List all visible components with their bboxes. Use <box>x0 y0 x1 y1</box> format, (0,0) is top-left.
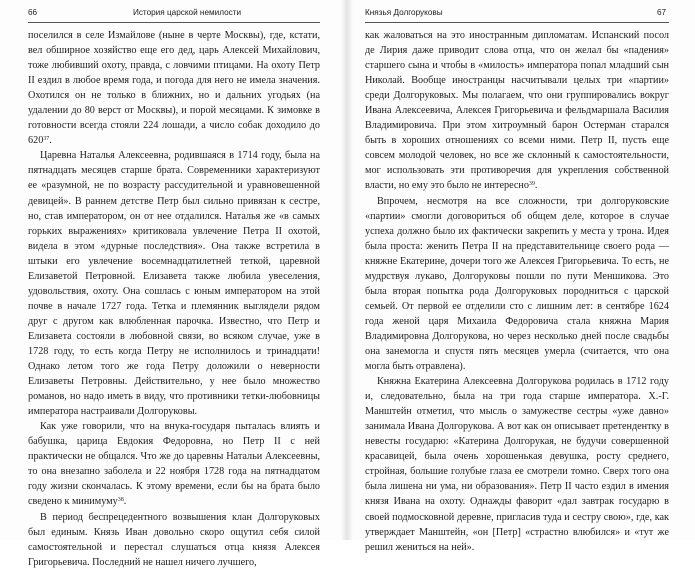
paragraph-text: Впрочем, несмотря на все сложности, три долгоруковские «партии» смогли договориться об общем деле, которое в случае успеха должно было их фактически закрепить у места у трона. Идея была проста: женить Петра II на представительнице своего рода — княжне Екатерине, дочери того же Алексея Григорьевича. То есть, не мудрствуя лукаво, Долгоруковы пошли по пути Меншикова. Это была вторая попытка рода Долгоруковых породниться с царской семьей. От первой ее отделили сто с лишним лет: в сентябре 1624 года женой царя Михаила Федоровича стала княжна Мария Владимировна Долгорукова, но через несколько дней после свадьбы она занемогла и спустя пять месяцев умерла (считается, что она могла быть отравлена). <box>365 195 669 373</box>
paragraph-text: как жаловаться на это иностранным дипломатам. Испанский посол де Лирия даже приводит слова отца, что он желал бы «падения» старшего сына и чтобы в «милость» императора попал младший сын Николай. Вообще иностранцы насчитывали целых три «партии» среди Долгоруковых. Мы полагаем, что они группировались вокруг Ивана Алексеевича, Алексея Григорьевича и фельдмаршала Василия Владимировича. При этом хитроумный барон Остерман старался быть в хороших отношениях со всеми ними. Петр II, пусть еще совсем молодой человек, но все же склонный к самостоятельности, мог использовать эти противоречия для укрепления собственной власти, но ему это было не интересно <box>365 30 669 192</box>
running-head: Князья Долгоруковы <box>365 8 443 17</box>
paragraph <box>365 374 669 555</box>
paragraph-text: В период беспрецедентного возвышения клан Долгоруковых был единым. Князь Иван довольно скоро ощутил себя силой самостоятельной и перестал слушаться отца князя Алексея Григорьевича. Последний не нашел ничего лучшего, <box>28 511 320 568</box>
body-text <box>365 28 669 555</box>
paragraph-tail: . <box>49 135 52 147</box>
header-rule <box>28 22 320 23</box>
paragraph <box>365 28 669 194</box>
left-page <box>0 0 347 568</box>
right-page <box>347 0 695 553</box>
paragraph <box>365 194 669 375</box>
paragraph-tail: . <box>534 180 538 192</box>
paragraph-tail: . <box>123 496 127 508</box>
header-rule <box>365 22 669 23</box>
paragraph-text: Как уже говорили, что на внука-государя пыталась влиять и бабушка, царица Евдокия Федоровна, но Петр II с ней практически не общался. Что же до царевны Натальи Алексеевны, то она внезапно заболела и 22 ноября 1728 года на пятнадцатом году жизни скончалась. К этому времени, если бы на брата было сведено к минимуму <box>28 421 320 508</box>
paragraph-text: Княжна Екатерина Алексеевна Долгорукова родилась в 1712 году и, следовательно, была на три года старше императора. Х.-Г. Манштейн отметил, что мысль о замужестве сестры «уже давно» занимала Ивана Долгорукова. А вот как он описывает претендентку в невесты государю: «Катерина Долгорукая, не будучи совершенной красавицей, была очень хорошенькая девушка, росту среднего, стройная, большие голубые глаза ее смотрели томно. Сверх того она была лишена ни ума, ни образования». Петр II часто ездил в имения князя Ивана на охоту. Однажды фаворит «дал завтрак государю в своей подмосковной деревне, пригласив туда и сестру свою», где, как утверждает Манштейн, «он [Петр] «страстно влюбился» и «тут же решил жениться на ней». <box>365 376 669 553</box>
paragraph <box>28 419 320 509</box>
footnote-ref: 38 <box>117 497 124 504</box>
footnote-ref: 37 <box>43 136 50 143</box>
footnote-ref: 39 <box>528 181 535 188</box>
paragraph-text: Царевна Наталья Алексеевна, родившаяся в 1714 году, была на пятнадцать месяцев старше брата. Современники характеризуют ее «разумной, не по возрасту рассудительной и уравновешенной девицей». В раннем детстве Петр был сильно привязан к сестре, но, став императором, он от нее отдалился. Наталья же «в самых горьких выражениях» критиковала увлечение Петра II охотой, видела в этом «дурные последствия». Она также встретила в штыки его увлечение восемнадцатилетней теткой, царевной Елизаветой Петровной. Елизавета также любила увеселения, удовольствия, охоту. Она сошлась с юным императором на этой почве в начале 1727 года. Тетка и племянник выглядели рядом друг с другом как влюбленная парочка. Известно, что Петр и Елизавета состояли в любовной связи, во всяком случае, уже в 1728 году, то есть когда Петру не исполнилось и тринадцати! Однако летом того же года Петру доложили о неверности Елизаветы Петровны. Действительно, у нее было множество романов, но надо иметь в виду, что противники тетки-любовницы императора настраивали Долгоруковы. <box>28 150 320 418</box>
page-number: 66 <box>28 8 38 17</box>
paragraph <box>28 510 320 570</box>
paragraph <box>28 148 320 419</box>
running-head: История царской немилости <box>132 8 242 17</box>
book-gutter <box>341 0 353 540</box>
body-text <box>28 28 320 570</box>
paragraph-text: поселился в селе Измайлове (ныне в черте Москвы), где, кстати, вел обширное хозяйство еще его дед, царь Алексей Михайлович, тоже любивший охоту, правда, с ловчими птицами. На охоту Петр II ездил в любое время года, и погода для него не имела значения. Охотился он не только в ближних, но и дальних угодьях (на удалении до 80 верст от Москвы), и порой месяцами. К зимовке в готовности всегда стояли 224 лошади, а число собак доходило до 620 <box>28 30 320 147</box>
page-number: 67 <box>657 8 667 17</box>
paragraph <box>28 28 320 148</box>
